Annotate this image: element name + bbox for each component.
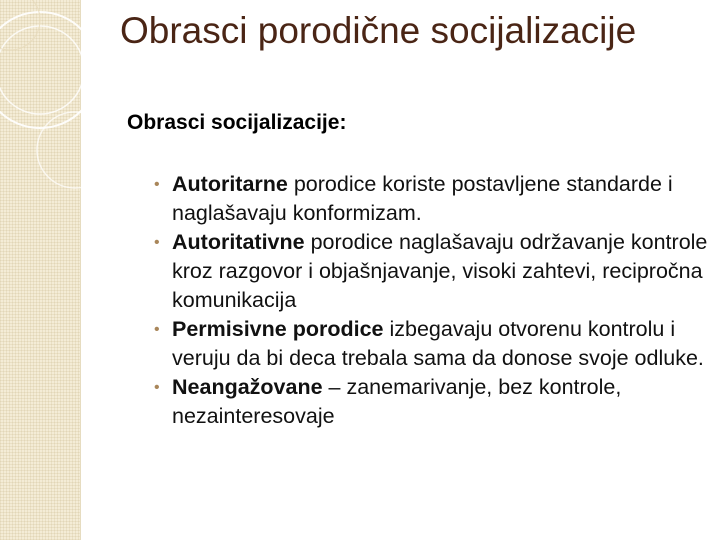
bullet-item — [152, 373, 712, 431]
bullet-term: Autoritativne — [172, 230, 305, 254]
bullet-term: Autoritarne — [172, 172, 288, 196]
bullet-icon: • — [154, 321, 160, 338]
bullet-icon: • — [154, 379, 160, 396]
bullet-text: – zanemarivanje, bez kontrole, nezainteresovaje — [172, 375, 622, 428]
bullet-text: izbegavaju otvorenu kontrolu i veruju da bi deca trebala sama da donose svoje odluke. — [172, 317, 704, 370]
decorative-circles — [0, 0, 130, 210]
bullet-item — [152, 315, 712, 373]
bullet-term: Neangažovane — [172, 375, 323, 399]
bullet-text: porodice naglašavaju održavanje kontrole kroz razgovor i objašnjavanje, visoki zahtevi, recipročna komunikacija — [172, 230, 708, 312]
bullet-icon: • — [154, 234, 160, 251]
bullet-term: Permisivne porodice — [172, 317, 384, 341]
bullet-item — [152, 170, 712, 228]
slide-title: Obrasci porodične socijalizacije — [120, 10, 637, 51]
bullet-text: porodice koriste postavljene standarde i naglašavaju konformizam. — [172, 172, 673, 225]
bullet-list — [152, 170, 712, 431]
bullet-icon: • — [154, 176, 160, 193]
bullet-item — [152, 228, 712, 315]
slide-subtitle: Obrasci socijalizacije: — [127, 111, 347, 134]
